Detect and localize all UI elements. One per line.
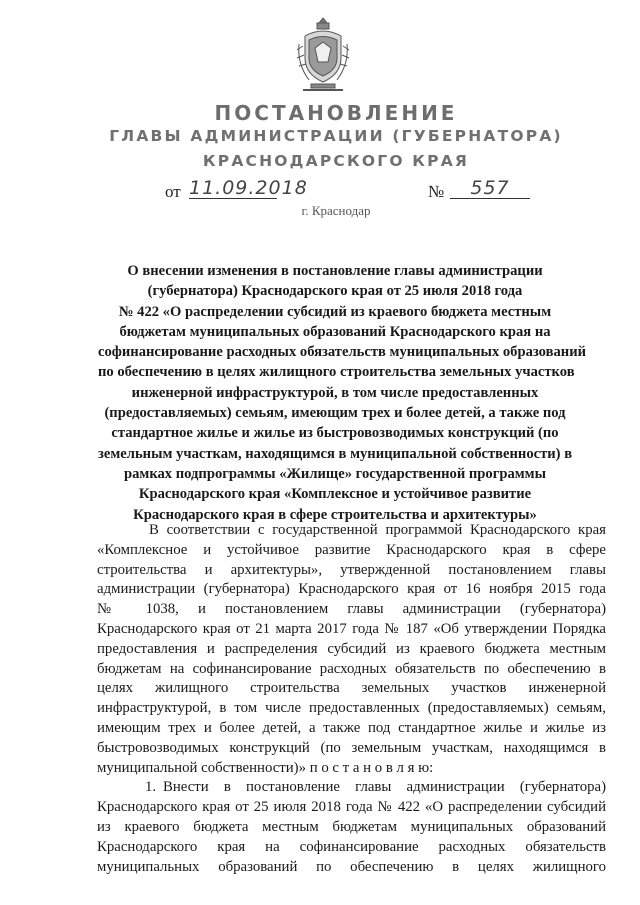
body-line: предоставления и распределения субсидий из краевого бюджета местным: [97, 640, 606, 657]
issuer-line: ГЛАВЫ АДМИНИСТРАЦИИ (ГУБЕРНАТОРА): [109, 127, 563, 145]
body-line: Внести в постановление главы администрации (губернатора): [163, 779, 606, 796]
body-line: целях жилищного строительства земельных участков инженерной: [97, 680, 606, 697]
body-line: Краснодарского края от 25 июля 2018 года № 422 «О распределении субсидий: [97, 799, 606, 816]
body-line: строительства и архитектуры», утвержденной постановлением главы: [97, 561, 606, 578]
body-line: администрации (губернатора) Краснодарского края от 16 ноября 2015 года: [97, 581, 606, 598]
body-line: быстровозводимых конструкций (по земельным участкам, находящимся в: [97, 739, 606, 756]
document-number: 557: [450, 178, 530, 199]
body-line: муниципальных образований по обеспечению в целях жилищного: [97, 858, 606, 875]
body-line: «Комплексное и устойчивое развитие Краснодарского края в сфере: [97, 541, 606, 558]
title-line: № 422 «О распределении субсидий из краевого бюджета местным: [118, 303, 552, 320]
coat-of-arms-icon: [295, 14, 351, 94]
document-date: 11.09.2018: [189, 177, 308, 199]
body-line: Краснодарского края на софинансирование расходных обязательств: [97, 838, 606, 855]
item-line: [97, 778, 606, 798]
resolution-body: [97, 521, 606, 877]
body-line: бюджетам на софинансирование расходных обязательств по обеспечению в: [97, 660, 606, 677]
city-line: г. Краснодар: [301, 203, 371, 218]
title-line: по обеспечению в целях жилищного строительства земельных участков: [98, 364, 575, 381]
document-type-title: ПОСТАНОВЛЕНИЕ: [214, 101, 458, 125]
resolution-title: [98, 261, 587, 525]
title-line: (губернатора) Краснодарского края от 25 июля 2018 года: [147, 283, 523, 300]
title-line: О внесении изменения в постановление главы администрации: [127, 263, 543, 279]
date-label: от: [165, 182, 181, 201]
title-line: Краснодарского края «Комплексное и устойчивое развитие: [138, 486, 532, 503]
title-line: инженерной инфраструктурой, в том числе предоставленных: [131, 384, 539, 401]
body-line: имеющим трех и более детей, а также под стандартное жилье и жилье из: [97, 719, 606, 736]
body-line: муниципальной собственности)» п о с т а н о в л я ю:: [97, 759, 434, 776]
title-line: бюджетам муниципальных образований Краснодарского края на: [119, 323, 551, 340]
title-line: стандартное жилье и жилье из быстровозводимых конструкций (по: [111, 425, 559, 442]
title-line: (предоставляемых) семьям, имеющим трех и более детей, а также под: [104, 405, 566, 422]
body-line: В соответствии с государственной программой Краснодарского края: [149, 522, 606, 538]
title-line: Краснодарского края в сфере строительства и архитектуры»: [133, 506, 537, 523]
body-line: из краевого бюджета местным бюджетам муниципальных образований: [97, 818, 606, 835]
body-line: инфраструктурой, в том числе предоставленных (предоставляемых) семьям,: [97, 700, 606, 717]
title-line: софинансирование расходных обязательств муниципальных образований: [98, 344, 587, 361]
region-line: КРАСНОДАРСКОГО КРАЯ: [202, 152, 470, 170]
body-line: Краснодарского края от 21 марта 2017 года № 187 «Об утверждении Порядка: [97, 620, 606, 637]
title-line: земельным участкам, находящимся в муниципальной собственности) в: [98, 445, 573, 462]
number-label: №: [428, 182, 445, 201]
body-line: № 1038, и постановлением главы администрации (губернатора): [97, 601, 606, 618]
title-line: рамках подпрограммы «Жилище» государственной программы: [123, 465, 547, 482]
item-number: 1.: [145, 779, 157, 796]
